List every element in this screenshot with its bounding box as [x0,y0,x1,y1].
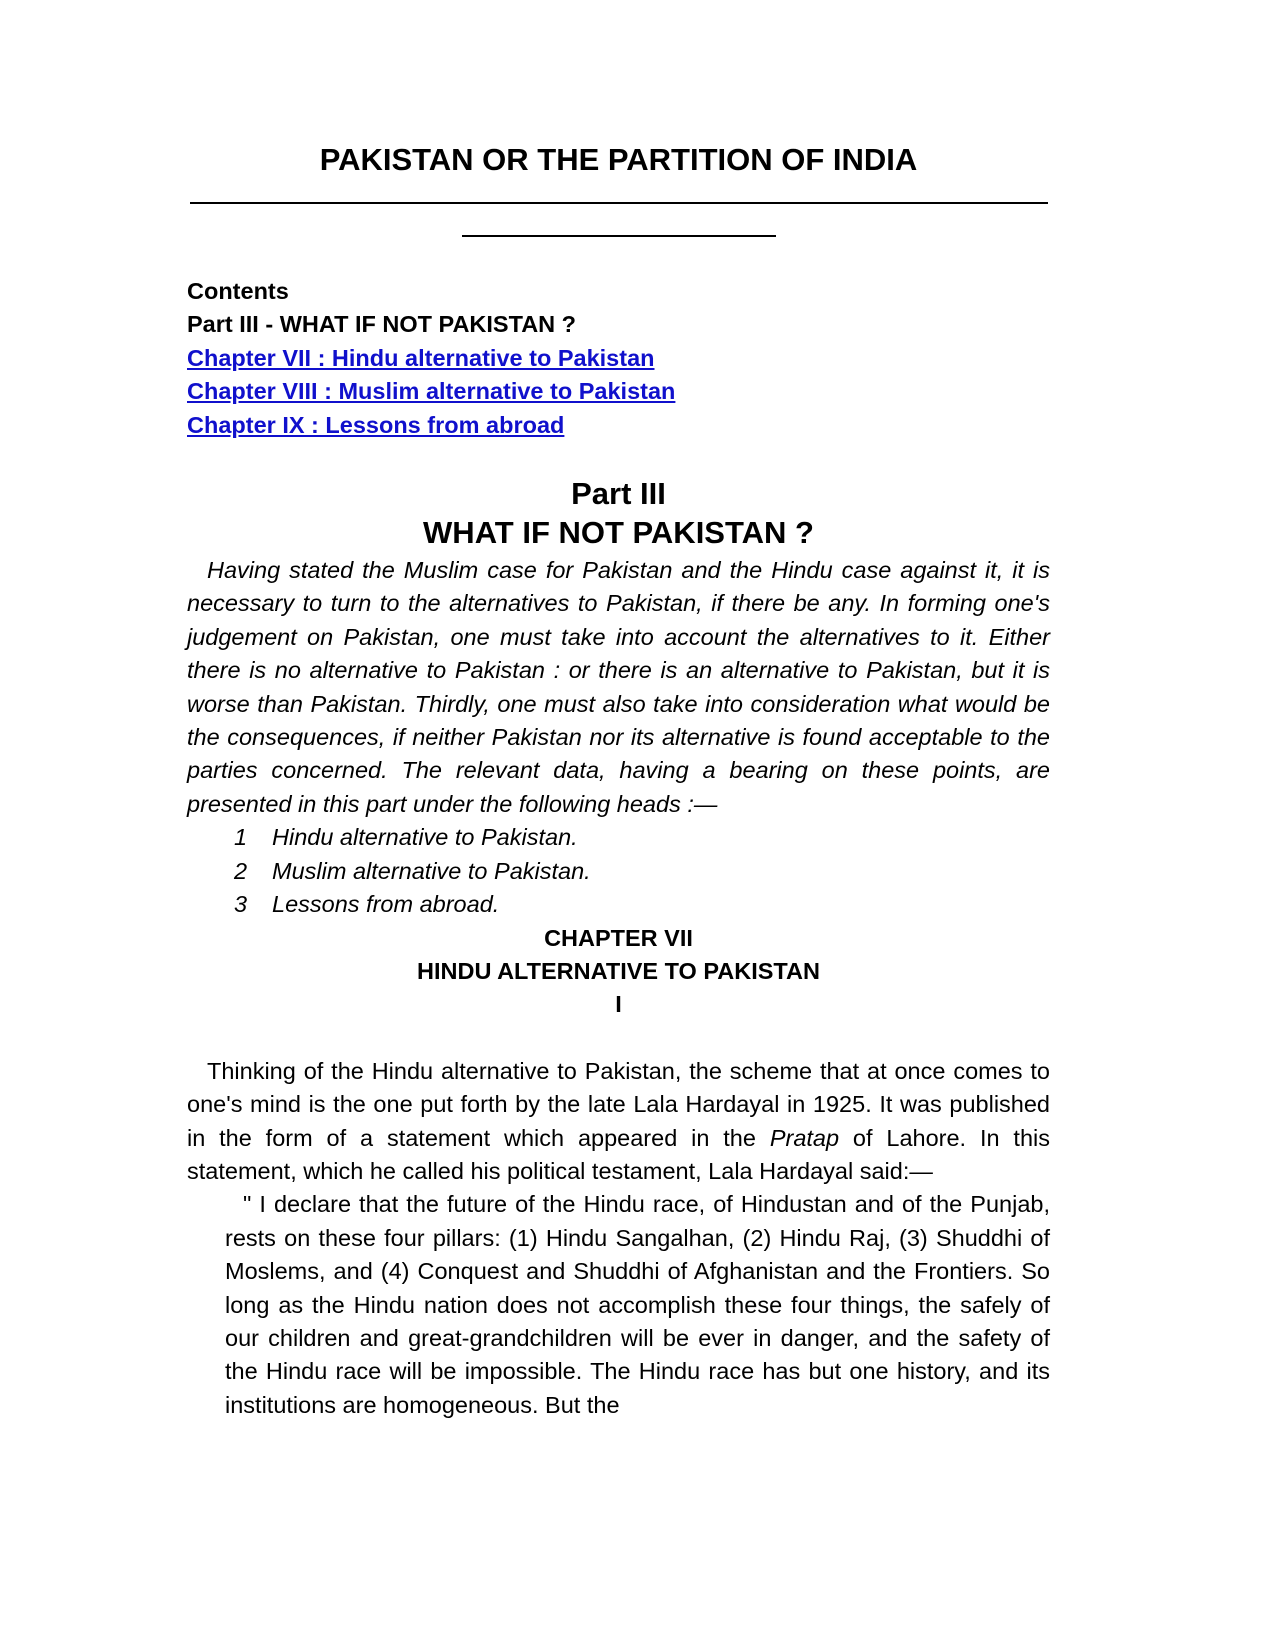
part-heading [187,475,1050,552]
title-rule-long [190,202,1048,204]
contents-link-chapter-ix[interactable]: Chapter IX : Lessons from abroad [187,411,565,438]
contents-link-chapter-viii[interactable]: Chapter VIII : Muslim alternative to Pakistan [187,378,676,405]
list-item [187,855,1050,888]
list-item-number: 1 [234,824,248,851]
chapter-label: CHAPTER VII [544,924,693,951]
chapter-paragraph [187,1055,1050,1189]
contents-link-chapter-vii[interactable]: Chapter VII : Hindu alternative to Pakistan [187,344,655,371]
contents-part-label: Part III - WHAT IF NOT PAKISTAN ? [187,311,577,338]
paragraph-text-cont: of Lahore. In this statement, which he called his political testament, Lala Hardayal said:— [187,1124,1050,1184]
chapter-heading [187,922,1050,1022]
contents-heading: Contents [187,278,289,304]
part-title: WHAT IF NOT PAKISTAN ? [423,514,814,550]
paragraph-text: Thinking of the Hindu alternative to Pakistan, the scheme that at once comes to one's mind is the one put forth by the late Lala Hardayal in 1925. It was published in the form of a statement which appeared in the [187,1057,1050,1151]
document-page [187,140,1050,1422]
list-item-text: Lessons from abroad. [272,891,500,918]
block-quote: " I declare that the future of the Hindu race, of Hindustan and of the Punjab, rests on these four pillars: (1) Hindu Sangalhan, (2) Hindu Raj, (3) Shuddhi of Moslems, and (4) Conquest and Shuddhi of Afghanistan and the Frontiers. So long as the Hindu nation does not accomplish these four things, the safely of our children and great-grandchildren will be ever in danger, and the safety of the Hindu race will be impossible. The Hindu race has but one history, and its institutions are homogeneous. But the [225,1191,1050,1418]
part-heads-list [187,821,1050,921]
list-item-text: Hindu alternative to Pakistan. [272,824,578,851]
table-of-contents [187,275,1050,442]
list-item [187,888,1050,921]
part-label: Part III [571,476,666,512]
chapter-section-number: I [615,991,622,1018]
part-intro-paragraph: Having stated the Muslim case for Pakistan and the Hindu case against it, it is necessary to turn to the alternatives to Pakistan, if there be any. In forming one's judgement on Pakistan, one must take into account the alternatives to it. Either there is no alternative to Pakistan : or there is an alternative to Pakistan, but it is worse than Pakistan. Thirdly, one must also take into consideration what would be the consequences, if neither Pakistan nor its alternative is found acceptable to the parties concerned. The relevant data, having a bearing on these points, are presented in this part under the following heads :— [187,557,1050,817]
paragraph-italic-title: Pratap [769,1124,840,1151]
title-rule-short [462,235,776,237]
list-item-number: 2 [234,857,248,884]
list-item-number: 3 [234,891,248,918]
chapter-title: HINDU ALTERNATIVE TO PAKISTAN [417,957,820,984]
list-item-text: Muslim alternative to Pakistan. [272,857,591,884]
document-title: PAKISTAN OR THE PARTITION OF INDIA [319,142,918,177]
list-item [187,821,1050,854]
